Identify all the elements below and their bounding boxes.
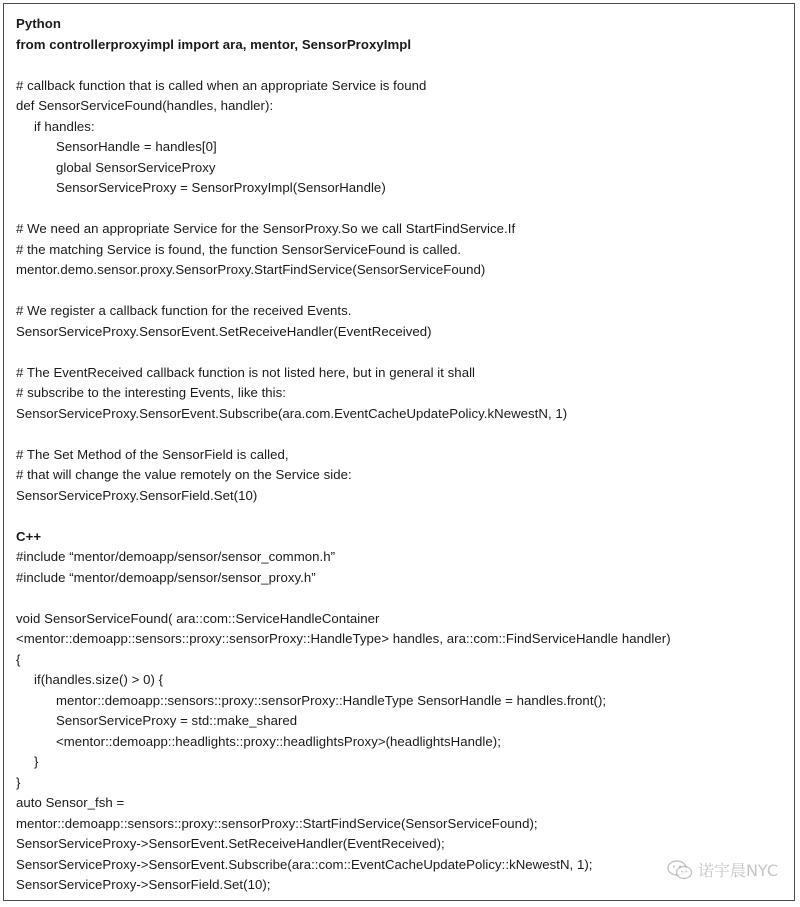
code-line: # that will change the value remotely on the Service side: — [16, 467, 352, 482]
code-line: SensorServiceProxy->SensorEvent.Subscribe(ara::com::EventCacheUpdatePolicy::kNewestN, 1); — [16, 856, 593, 872]
code-line: SensorServiceProxy.SensorField.Set(10) — [16, 487, 258, 503]
blank-line — [16, 506, 796, 527]
blank-line — [16, 55, 796, 76]
wechat-icon — [667, 860, 693, 880]
code-line: SensorServiceProxy.SensorEvent.SetReceiveHandler(EventReceived) — [16, 323, 432, 339]
cpp-heading: C++ — [16, 528, 42, 544]
code-line: <mentor::demoapp::headlights::proxy::headlightsProxy>(headlightsHandle); — [56, 733, 501, 749]
code-line: auto Sensor_fsh = — [16, 795, 125, 810]
code-line: } — [16, 774, 21, 790]
code-listing-frame — [3, 3, 795, 901]
python-heading: Python — [16, 16, 61, 31]
code-line: { — [16, 651, 21, 667]
code-line: # subscribe to the interesting Events, like this: — [16, 385, 286, 400]
code-line: from controllerproxyimpl import ara, mentor, SensorProxyImpl — [16, 36, 412, 52]
code-line: SensorServiceProxy.SensorEvent.Subscribe(ara.com.EventCacheUpdatePolicy.kNewestN, 1) — [16, 405, 568, 421]
code-line: #include “mentor/demoapp/sensor/sensor_common.h” — [16, 549, 336, 564]
code-line: mentor::demoapp::sensors::proxy::sensorProxy::HandleType SensorHandle = handles.front(); — [56, 692, 607, 708]
code-line: SensorServiceProxy->SensorField.Set(10); — [16, 877, 271, 892]
blank-line — [16, 199, 796, 220]
code-line: # The EventReceived callback function is not listed here, but in general it shall — [16, 364, 476, 380]
code-line: void SensorServiceFound( ara::com::ServiceHandleContainer — [16, 610, 380, 626]
code-line: # We need an appropriate Service for the SensorProxy.So we call StartFindService.If — [16, 221, 516, 236]
watermark — [667, 858, 778, 881]
code-line: mentor::demoapp::sensors::proxy::sensorProxy::StartFindService(SensorServiceFound); — [16, 815, 538, 831]
code-line: # callback function that is called when an appropriate Service is found — [16, 77, 427, 93]
code-line: # The Set Method of the SensorField is called, — [16, 446, 289, 462]
code-line: global SensorServiceProxy — [56, 159, 216, 175]
blank-line — [16, 281, 796, 302]
code-line: SensorHandle = handles[0] — [56, 139, 217, 154]
blank-line — [16, 342, 796, 363]
code-line: #include “mentor/demoapp/sensor/sensor_proxy.h” — [16, 569, 316, 585]
code-listing — [16, 14, 796, 896]
code-line: <mentor::demoapp::sensors::proxy::sensorProxy::HandleType> handles, ara::com::FindServiceHandle handler) — [16, 631, 671, 646]
watermark-text: 诺宇晨NYC — [697, 861, 778, 880]
code-line: # We register a callback function for the received Events. — [16, 303, 352, 318]
blank-line — [16, 588, 796, 609]
code-line: SensorServiceProxy->SensorEvent.SetReceiveHandler(EventReceived); — [16, 836, 445, 851]
code-line: SensorServiceProxy = std::make_shared — [56, 713, 298, 728]
blank-line — [16, 424, 796, 445]
code-line: mentor.demo.sensor.proxy.SensorProxy.StartFindService(SensorServiceFound) — [16, 262, 486, 277]
code-line: if handles: — [34, 118, 95, 134]
code-line: SensorServiceProxy = SensorProxyImpl(SensorHandle) — [56, 180, 386, 195]
code-line: if(handles.size() > 0) { — [34, 672, 164, 687]
code-line: # the matching Service is found, the function SensorServiceFound is called. — [16, 241, 462, 257]
code-line: } — [34, 754, 39, 769]
code-line: def SensorServiceFound(handles, handler): — [16, 98, 274, 113]
